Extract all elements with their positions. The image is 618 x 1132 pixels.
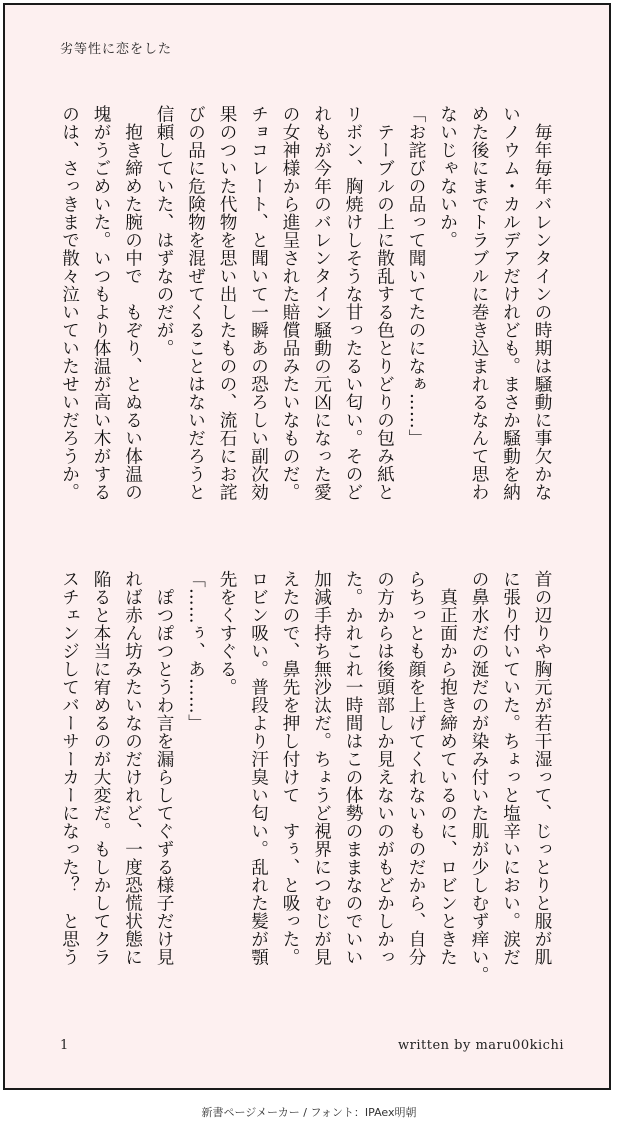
text-block-bottom: [47, 570, 557, 988]
text-line: 首の辺りや胸元が若干湿って、じっとりと服が肌: [532, 570, 552, 966]
text-line: の方からは後頭部しか見えないのがもどかしかっ: [374, 570, 395, 966]
text-line: に張り付いていた。ちょっと塩辛いにおい。涙だ: [500, 570, 521, 966]
text-line: ぽつぽつとうわ言を漏らしてぐずる様子だけ見: [154, 570, 174, 966]
text-line: らちっとも顔を上げてくれないものだから、自分: [406, 570, 426, 966]
manuscript-page: [3, 3, 611, 1090]
text-line: た。かれこれ一時間はこの体勢のままなのでいい: [343, 570, 363, 966]
text-line: 果のついた代物を思い出したものの、流石にお詫: [217, 105, 237, 501]
text-line: 「……ぅ、あ……」: [185, 570, 206, 732]
text-line: の女神様から進呈された賠償品みたいなものだ。: [280, 105, 300, 501]
text-line: えたので、鼻先を押し付けて すぅ、と吸った。: [280, 570, 300, 966]
tool-credit: 新書ページメーカー / フォント：IPAex明朝: [201, 1106, 417, 1119]
text-line: 毎年毎年バレンタインの時期は騒動に事欠かな: [532, 105, 552, 501]
text-line: 先をくすぐる。: [217, 570, 237, 696]
text-line: のは、さっきまで散々泣いていたせいだろうか。: [59, 105, 80, 501]
page-number: 1: [60, 1038, 69, 1053]
text-line: 「お詫びの品って聞いてたのになぁ……」: [406, 105, 426, 447]
text-line: 加減手持ち無沙汰だ。ちょうど視界につむじが見: [311, 570, 332, 966]
text-line: 真正面から抱き締めているのに、ロビンときた: [437, 570, 458, 966]
text-line: 塊がうごめいた。いつもより体温が高い木がする: [91, 105, 111, 501]
text-line: れもが今年のバレンタイン騒動の元凶になった愛: [311, 105, 332, 501]
author-credit: written by maru00kichi: [398, 1038, 564, 1053]
text-line: 信頼していた、はずなのだが。: [154, 105, 174, 357]
text-line: の鼻水だの涎だのが染み付いた肌が少しむず痒い。: [469, 570, 489, 984]
text-line: スチェンジしてバーサーカーになった？ と思う: [59, 570, 80, 966]
text-line: 抱き締めた腕の中で もぞり、とぬるい体温の: [122, 105, 143, 501]
text-line: ロビン吸い。普段より汗臭い匂い。乱れた髪が顎: [248, 570, 269, 966]
page-title: 劣等性に恋をした: [60, 42, 173, 57]
text-line: びの品に危険物を混ぜてくることはないだろうと: [185, 105, 206, 501]
text-line: めた後にまでトラブルに巻き込まれるなんて思わ: [469, 105, 489, 501]
text-block-top: [47, 105, 557, 523]
text-line: ないじゃないか。: [437, 105, 458, 249]
text-line: いノウム・カルデアだけれども。まさか騒動を納: [500, 105, 521, 501]
text-line: れば赤ん坊みたいなのだけれど、一度恐慌状態に: [122, 570, 143, 966]
text-line: チョコレート、と聞いて一瞬あの恐ろしい副次効: [248, 105, 269, 501]
text-line: 陥ると本当に宥めるのが大変だ。もしかしてクラ: [91, 570, 111, 966]
text-line: テーブルの上に散乱する色とりどりの包み紙と: [374, 105, 395, 501]
text-line: リボン、胸焼けしそうな甘ったるい匂い。そのど: [343, 105, 363, 501]
